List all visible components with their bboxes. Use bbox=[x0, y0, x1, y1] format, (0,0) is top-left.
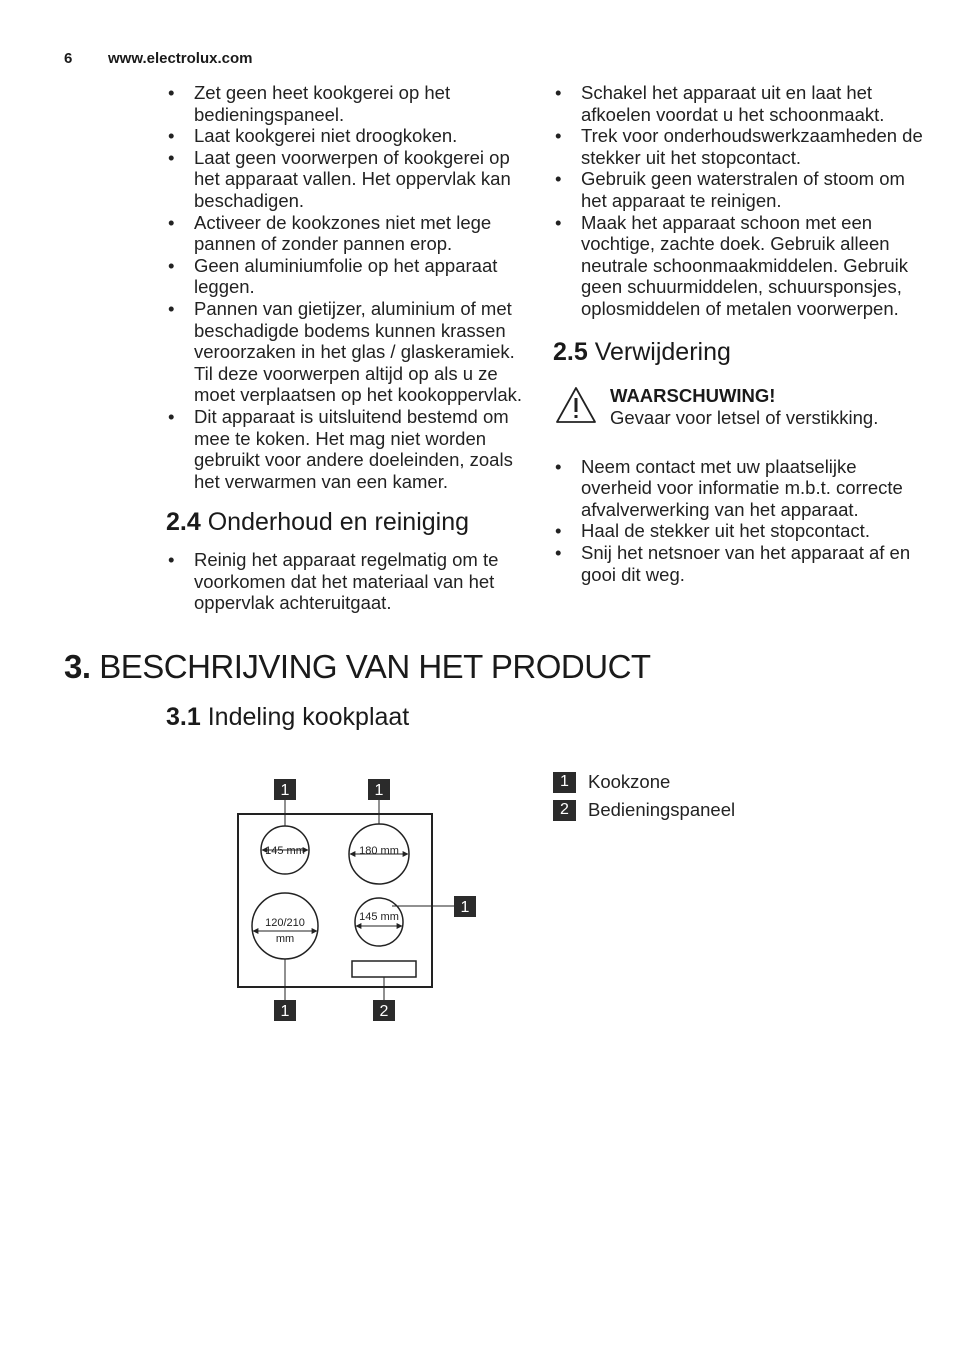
section-heading-2-5 bbox=[553, 338, 923, 367]
list-item: • Trek voor onderhoudswerkzaamheden de stekker uit het stopcontact. bbox=[553, 125, 923, 168]
zone-size-label: 120/210 bbox=[265, 917, 305, 929]
list-item: • Neem contact met uw plaatselijke overheid voor informatie m.b.t. correcte afvalverwerking van het apparaat. bbox=[553, 456, 923, 521]
right-bullet-list bbox=[553, 82, 923, 320]
legend-key: 2 bbox=[553, 800, 576, 821]
section-number: 2.4 bbox=[166, 508, 201, 537]
list-item: • Maak het apparaat schoon met een vochtige, zachte doek. Gebruik alleen neutrale schoonmaakmiddelen. Gebruik geen schuurmiddelen, schuursponsjes, oplosmiddelen of metalen voorwerpen. bbox=[553, 212, 923, 320]
diagram-legend bbox=[553, 768, 735, 824]
zone-size-label: 145 mm bbox=[359, 911, 399, 923]
disposal-bullet-list bbox=[553, 456, 923, 586]
section-title: Indeling kookplaat bbox=[207, 703, 410, 731]
callout-number: 1 bbox=[460, 899, 470, 916]
section-title: Onderhoud en reiniging bbox=[207, 508, 470, 537]
list-item: • Geen aluminiumfolie op het apparaat leggen. bbox=[166, 255, 526, 298]
zone-size-unit: mm bbox=[275, 933, 295, 945]
callout-number: 1 bbox=[374, 782, 384, 799]
list-item: • Schakel het apparaat uit en laat het afkoelen voordat u het schoonmaakt. bbox=[553, 82, 923, 125]
list-item: • Laat geen voorwerpen of kookgerei op het apparaat vallen. Het oppervlak kan beschadigen. bbox=[166, 147, 526, 212]
warning-title: WAARSCHUWING! bbox=[610, 384, 776, 406]
control-panel bbox=[352, 961, 416, 977]
section-title: Verwijdering bbox=[594, 337, 731, 366]
section-number: 3.1 bbox=[166, 703, 201, 731]
section-heading-2-4 bbox=[166, 508, 526, 537]
callout-number: 2 bbox=[379, 1003, 389, 1020]
callout-number: 1 bbox=[280, 1003, 290, 1020]
legend-item bbox=[553, 768, 735, 796]
list-item: • Gebruik geen waterstralen of stoom om het apparaat te reinigen. bbox=[553, 168, 923, 211]
section-heading-3-1 bbox=[166, 703, 409, 732]
warning-text: Gevaar voor letsel of verstikking. bbox=[610, 406, 879, 428]
right-column bbox=[553, 82, 923, 585]
chapter-number: 3. bbox=[64, 648, 91, 685]
list-item: • Laat kookgerei niet droogkoken. bbox=[166, 125, 526, 147]
maintenance-bullet-list bbox=[166, 549, 526, 614]
warning-triangle-icon bbox=[555, 385, 597, 425]
list-item: • Dit apparaat is uitsluitend bestemd om mee te koken. Het mag niet worden gebruikt voor andere doeleinden, zoals het verwarmen van een kamer. bbox=[166, 406, 526, 492]
left-column bbox=[166, 82, 526, 614]
left-bullet-list bbox=[166, 82, 526, 492]
page-header bbox=[64, 50, 253, 67]
callout-number: 1 bbox=[280, 782, 290, 799]
legend-label: Kookzone bbox=[588, 771, 671, 792]
list-item: • Reinig het apparaat regelmatig om te voorkomen dat het materiaal van het oppervlak achteruitgaat. bbox=[166, 549, 526, 614]
warning-box bbox=[553, 385, 923, 429]
legend-item bbox=[553, 796, 735, 824]
list-item: • Zet geen heet kookgerei op het bedieningspaneel. bbox=[166, 82, 526, 125]
list-item: • Haal de stekker uit het stopcontact. bbox=[553, 520, 923, 542]
legend-label: Bedieningspaneel bbox=[588, 799, 736, 820]
hob-layout-diagram bbox=[232, 776, 482, 1026]
zone-size-label: 145 mm bbox=[265, 845, 305, 857]
section-number: 2.5 bbox=[553, 337, 588, 366]
legend-key: 1 bbox=[553, 772, 576, 793]
website-link[interactable]: www.electrolux.com bbox=[108, 50, 253, 67]
list-item: • Snij het netsnoer van het apparaat af en gooi dit weg. bbox=[553, 542, 923, 585]
chapter-title bbox=[64, 648, 651, 686]
list-item: • Activeer de kookzones niet met lege pannen of zonder pannen erop. bbox=[166, 212, 526, 255]
list-item: • Pannen van gietijzer, aluminium of met beschadigde bodems kunnen krassen veroorzaken in het glas / glaskeramiek. Til deze voorwerpen altijd op als u ze moet verplaatsen op het kookoppervlak. bbox=[166, 298, 526, 406]
page-number: 6 bbox=[64, 50, 73, 67]
chapter-title-text: BESCHRIJVING VAN HET PRODUCT bbox=[99, 648, 651, 685]
zone-size-label: 180 mm bbox=[359, 845, 399, 857]
